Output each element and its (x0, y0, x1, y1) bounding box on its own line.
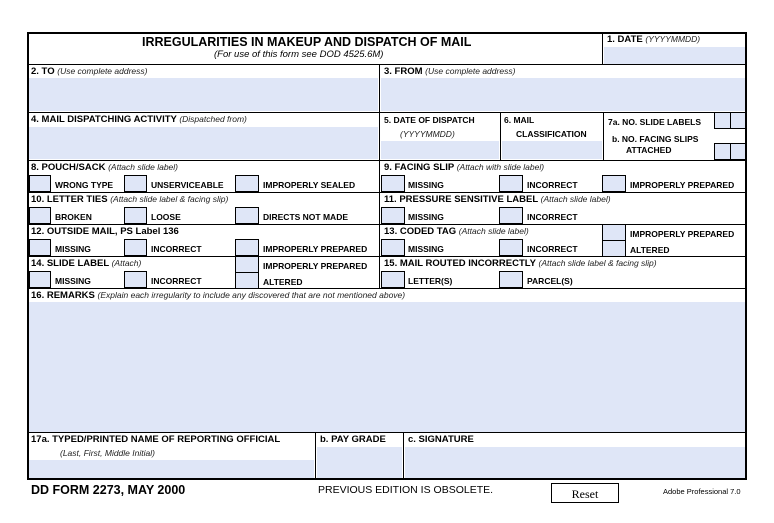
mail-class-label-2: CLASSIFICATION (516, 129, 587, 139)
coded-tag-incorrect-checkbox[interactable] (499, 239, 523, 256)
facing-slips-count-field-2[interactable] (730, 143, 746, 160)
letter-ties-broken-checkbox[interactable] (29, 207, 51, 224)
facing-slip-improperly-prepared-checkbox[interactable] (602, 175, 626, 192)
signature-label: c. SIGNATURE (408, 434, 474, 445)
routed-letters-checkbox[interactable] (381, 271, 405, 288)
reset-button[interactable]: Reset (551, 483, 619, 503)
facing-slips-count-label-2: ATTACHED (626, 145, 672, 155)
routed-parcels-label: PARCEL(S) (527, 276, 573, 286)
coded-tag-incorrect-label: INCORRECT (527, 244, 578, 254)
facing-slip-improperly-prepared-label: IMPROPERLY PREPARED (630, 180, 735, 190)
pay-grade-field[interactable] (317, 447, 402, 478)
facing-slips-count-label-1: b. NO. FACING SLIPS (612, 134, 699, 144)
form-title: IRREGULARITIES IN MAKEUP AND DISPATCH OF MAIL (142, 35, 472, 49)
remarks-label: 16. REMARKS (Explain each irregularity to include any discovered that are not mentioned above) (31, 290, 406, 301)
coded-tag-improper-checkbox[interactable] (602, 224, 626, 241)
outside-mail-incorrect-label: INCORRECT (151, 244, 202, 254)
divider (315, 432, 316, 480)
routed-letters-label: LETTER(S) (408, 276, 453, 286)
divider (29, 224, 745, 225)
facing-slip-label: 9. FACING SLIP (Attach with slide label) (384, 162, 545, 173)
divider (603, 112, 604, 160)
divider (29, 160, 745, 161)
slide-labels-count-field-1[interactable] (714, 112, 731, 129)
to-address-field[interactable] (29, 78, 378, 111)
outside-mail-improper-label: IMPROPERLY PREPARED (263, 244, 368, 254)
outside-mail-improper-checkbox[interactable] (235, 239, 259, 256)
slide-labels-count-field-2[interactable] (730, 112, 746, 129)
pouch-wrong-type-label: WRONG TYPE (55, 180, 114, 190)
divider (500, 112, 501, 160)
to-label: 2. TO (Use complete address) (31, 66, 148, 77)
slide-label-label: 14. SLIDE LABEL (Attach) (31, 258, 142, 269)
facing-slip-missing-label: MISSING (408, 180, 444, 190)
outside-mail-incorrect-checkbox[interactable] (124, 239, 147, 256)
pouch-label: 8. POUCH/SACK (Attach slide label) (31, 162, 178, 173)
pressure-incorrect-label: INCORRECT (527, 212, 578, 222)
coded-tag-improper-label: IMPROPERLY PREPARED (630, 229, 735, 239)
slide-label-missing-label: MISSING (55, 276, 91, 286)
mail-class-label-1: 6. MAIL (504, 115, 535, 125)
divider (29, 288, 745, 289)
dispatch-date-label: 5. DATE OF DISPATCH (384, 115, 475, 125)
divider (602, 32, 603, 64)
pay-grade-label: b. PAY GRADE (320, 434, 386, 445)
slide-label-altered-checkbox[interactable] (235, 272, 259, 289)
activity-label: 4. MAIL DISPATCHING ACTIVITY (Dispatched from) (31, 114, 247, 125)
coded-tag-altered-checkbox[interactable] (602, 240, 626, 257)
outside-mail-label: 12. OUTSIDE MAIL, PS Label 136 (31, 226, 179, 237)
coded-tag-altered-label: ALTERED (630, 245, 670, 255)
divider (29, 192, 745, 193)
from-label: 3. FROM (Use complete address) (384, 66, 516, 77)
date-label: 1. DATE (YYYYMMDD) (607, 34, 701, 45)
pouch-improperly-sealed-label: IMPROPERLY SEALED (263, 180, 356, 190)
letter-ties-directs-label: DIRECTS NOT MADE (263, 212, 348, 222)
pressure-incorrect-checkbox[interactable] (499, 207, 523, 224)
activity-field[interactable] (29, 127, 378, 159)
slide-label-incorrect-checkbox[interactable] (124, 271, 147, 288)
outside-mail-missing-label: MISSING (55, 244, 91, 254)
letter-ties-loose-checkbox[interactable] (124, 207, 147, 224)
signature-field[interactable] (405, 447, 745, 478)
pouch-unserviceable-checkbox[interactable] (124, 175, 147, 192)
slide-label-improper-checkbox[interactable] (235, 256, 259, 273)
software-version: Adobe Professional 7.0 (663, 487, 741, 496)
pressure-missing-checkbox[interactable] (381, 207, 405, 224)
letter-ties-label: 10. LETTER TIES (Attach slide label & facing slip) (31, 194, 229, 205)
routed-label: 15. MAIL ROUTED INCORRECTLY (Attach slide label & facing slip) (384, 258, 657, 269)
letter-ties-directs-checkbox[interactable] (235, 207, 259, 224)
pressure-missing-label: MISSING (408, 212, 444, 222)
official-name-field[interactable] (29, 460, 314, 478)
coded-tag-missing-checkbox[interactable] (381, 239, 405, 256)
letter-ties-broken-label: BROKEN (55, 212, 92, 222)
divider (29, 432, 745, 433)
obsolete-notice: PREVIOUS EDITION IS OBSOLETE. (318, 484, 494, 496)
letter-ties-loose-label: LOOSE (151, 212, 181, 222)
official-name-label: 17a. TYPED/PRINTED NAME OF REPORTING OFFICIAL (31, 434, 281, 445)
slide-labels-count-label: 7a. NO. SLIDE LABELS (608, 117, 702, 127)
remarks-field[interactable] (29, 302, 745, 432)
pouch-wrong-type-checkbox[interactable] (29, 175, 51, 192)
facing-slip-incorrect-label: INCORRECT (527, 180, 578, 190)
slide-label-incorrect-label: INCORRECT (151, 276, 202, 286)
divider (29, 256, 745, 257)
pouch-unserviceable-label: UNSERVICEABLE (151, 180, 224, 190)
from-address-field[interactable] (381, 78, 745, 111)
divider (29, 64, 745, 65)
dispatch-date-hint: (YYYYMMDD) (400, 129, 455, 139)
divider (29, 112, 745, 113)
facing-slips-count-field-1[interactable] (714, 143, 731, 160)
facing-slip-incorrect-checkbox[interactable] (499, 175, 523, 192)
official-name-hint: (Last, First, Middle Initial) (60, 448, 155, 458)
routed-parcels-checkbox[interactable] (499, 271, 523, 288)
form-number: DD FORM 2273, MAY 2000 (31, 483, 186, 497)
date-field[interactable] (604, 47, 745, 64)
divider (403, 432, 404, 480)
coded-tag-missing-label: MISSING (408, 244, 444, 254)
pouch-improperly-sealed-checkbox[interactable] (235, 175, 259, 192)
slide-label-altered-label: ALTERED (263, 277, 303, 287)
mail-class-field[interactable] (502, 141, 602, 159)
dispatch-date-field[interactable] (381, 141, 499, 159)
form-subtitle: (For use of this form see DOD 4525.6M) (214, 49, 384, 60)
slide-label-improper-label: IMPROPERLY PREPARED (263, 261, 368, 271)
slide-label-missing-checkbox[interactable] (29, 271, 51, 288)
outside-mail-missing-checkbox[interactable] (29, 239, 51, 256)
pressure-label-label: 11. PRESSURE SENSITIVE LABEL (Attach slide label) (384, 194, 611, 205)
coded-tag-label: 13. CODED TAG (Attach slide label) (384, 226, 529, 237)
facing-slip-missing-checkbox[interactable] (381, 175, 405, 192)
